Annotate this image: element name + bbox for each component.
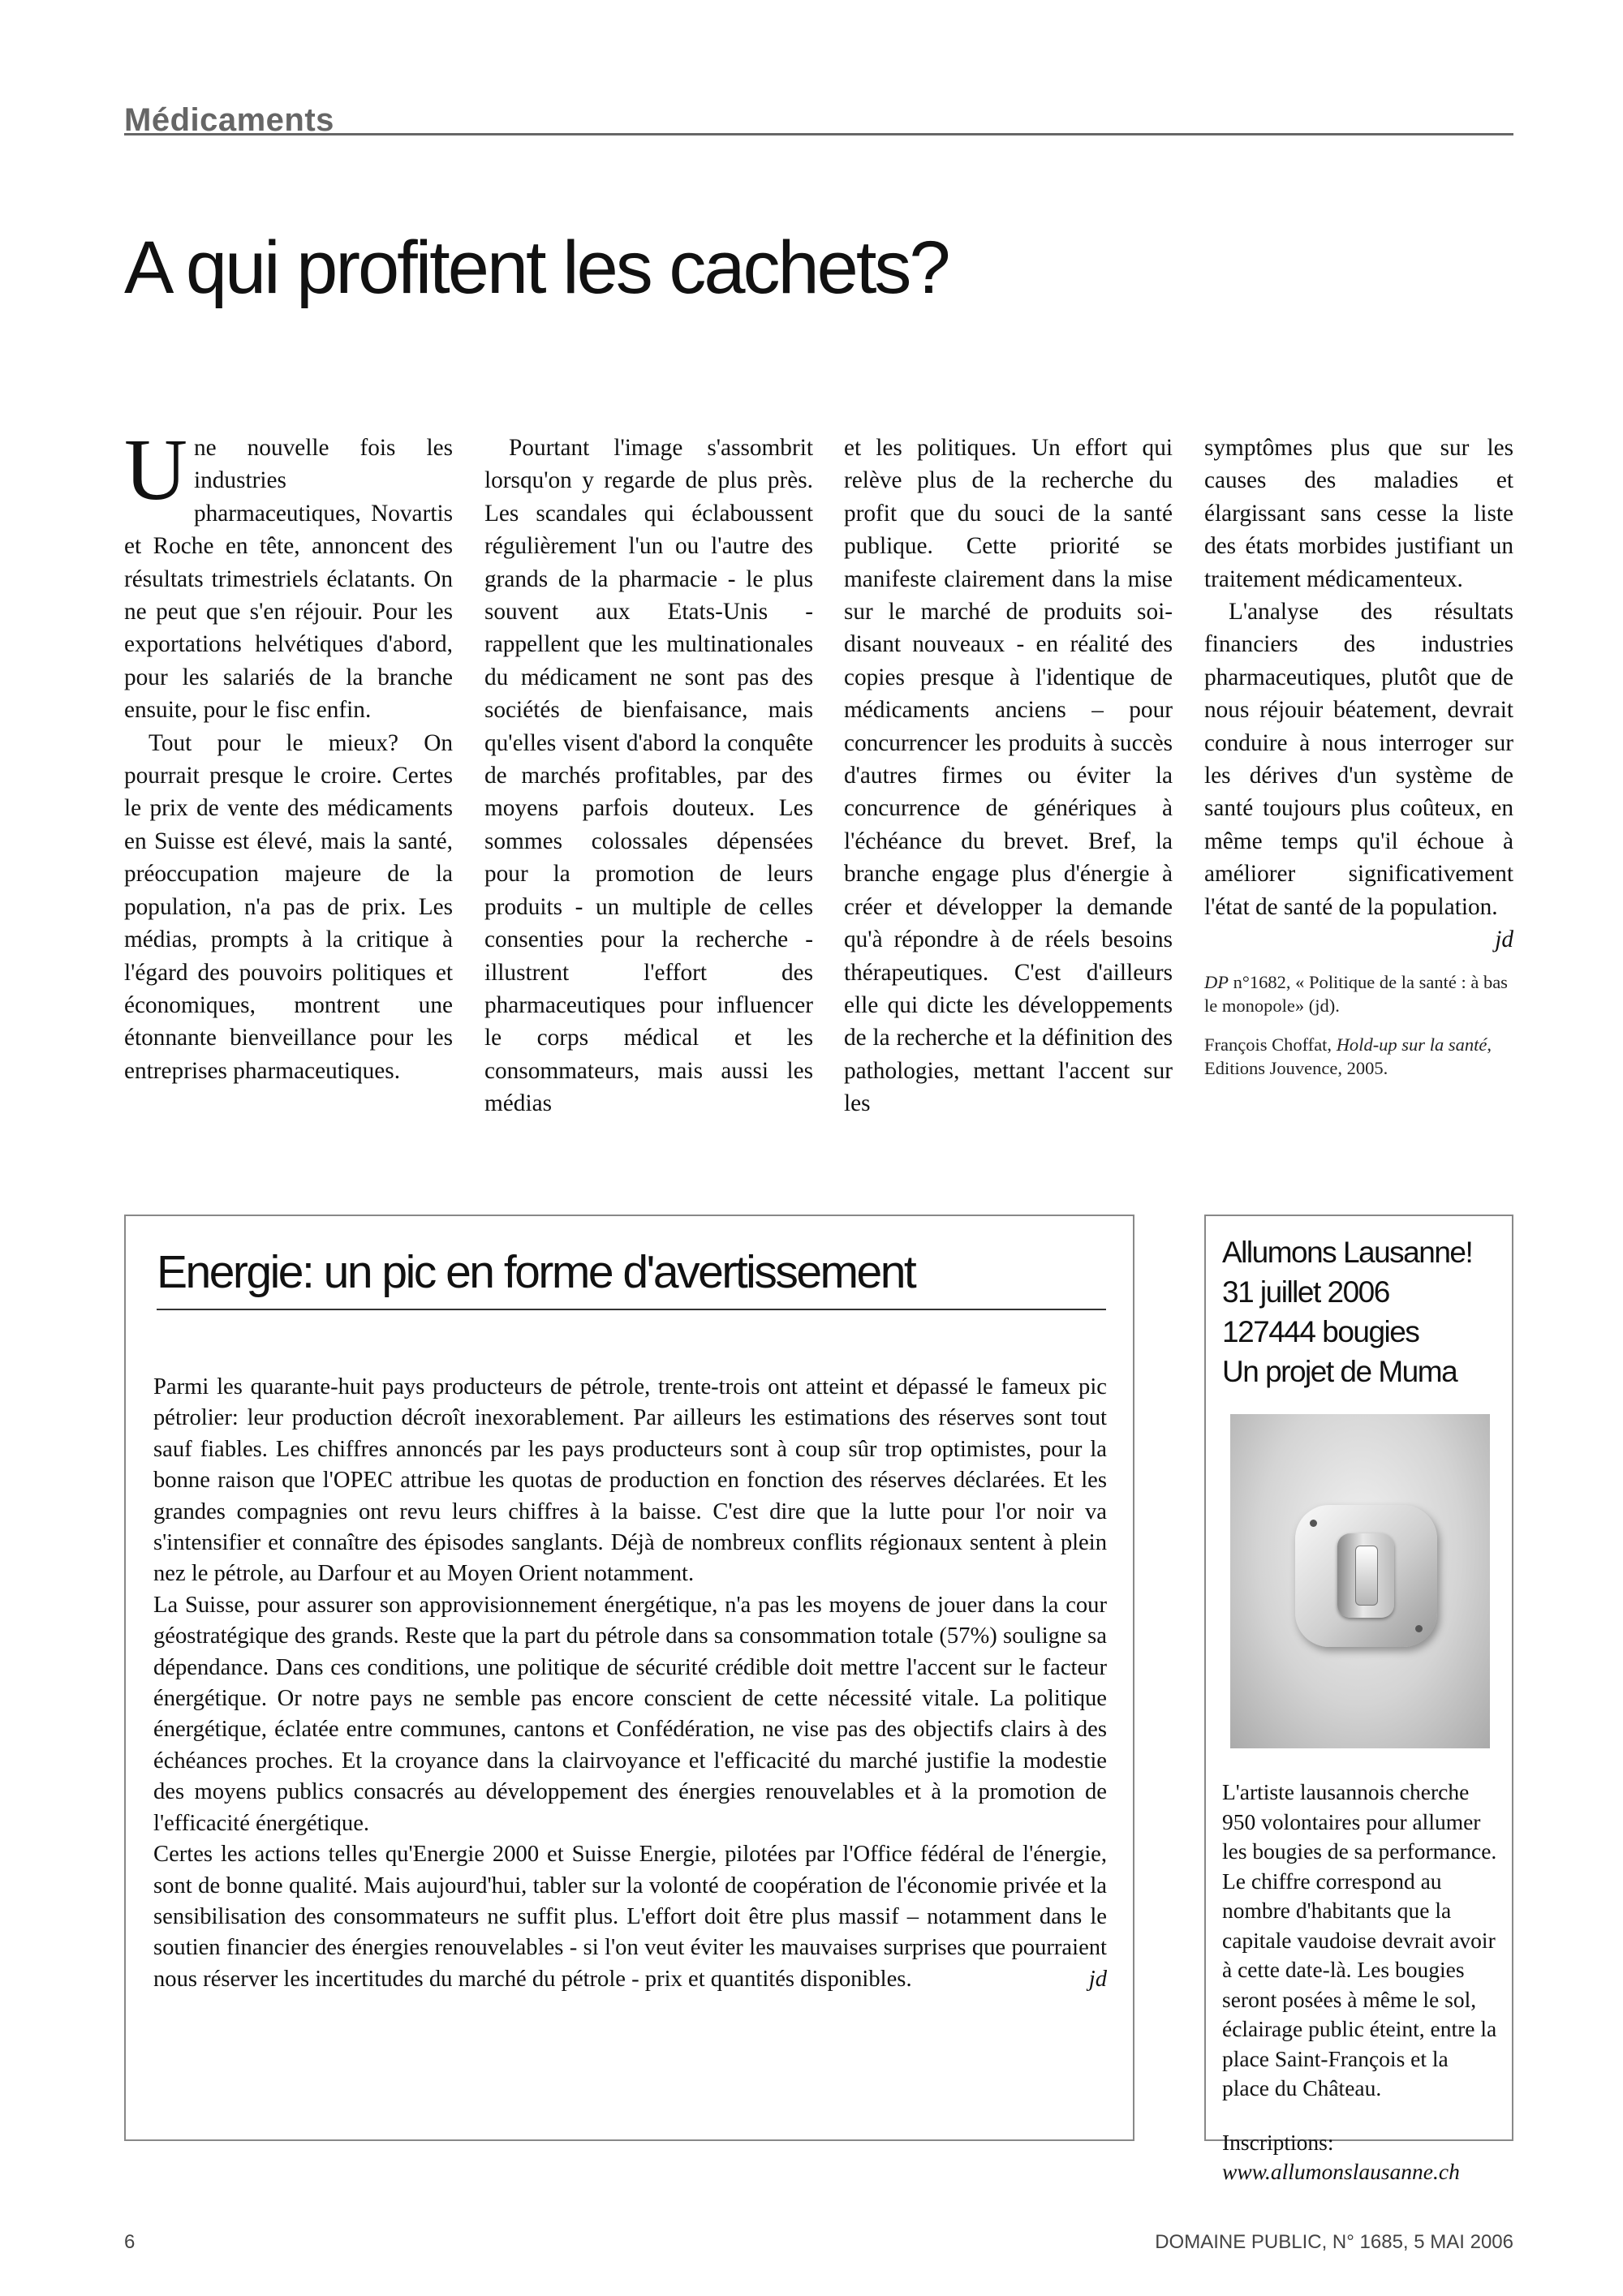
article-paragraph-3: Pourtant l'image s'assombrit lorsqu'on y regarde de plus près. Les scandales qui éclaboussent régulièrement l'un ou l'autre des grands de la pharmacie - le plus souvent aux Etats-Unis - rappellent que les multinationales du médicament ne sont pas des sociétés de bienfaisance, mais qu'elles visent d'abord la conquête de marchés profitables, par des moyens parfois douteux. Les sommes colossales dépensées pour la promotion de leurs produits - un multiple de celles consenties pour la recherche - illustrent l'effort des pharmaceutiques pour influencer le corps médical et les consommateurs, mais aussi les médias — [484, 435, 813, 1117]
light-switch-icon — [1295, 1505, 1437, 1647]
article-column-1 — [124, 422, 453, 1087]
article-column-2 — [484, 432, 813, 1120]
section-rule — [124, 133, 1513, 135]
energy-paragraph-1: Parmi les quarante-huit pays producteurs de pétrole, trente-trois ont atteint et dépassé le fameux pic pétrolier: leur production décroît inexorablement. Par ailleurs les estimations des réserves sont tout sauf fiables. Les chiffres annoncés par les pays producteurs sont à coup sûr trop optimistes, pour la bonne raison que l'OPEC attribue les quotas de production en fonction des réserves déclarées. Et les grandes compagnies ont revu leurs chiffres à la baisse. C'est dire que la lutte pour l'or noir va s'intensifier et connaître des épisodes sanglants. Déjà de nombreux conflits régionaux sentent à plein nez le pétrole, au Darfour et au Moyen Orient notamment. — [153, 1374, 1107, 1587]
lausanne-heading-line-4: Un projet de Muma — [1222, 1355, 1457, 1388]
screw-icon — [1415, 1625, 1423, 1632]
reference-2: François Choffat, Hold-up sur la santé, Editions Jouvence, 2005. — [1204, 1034, 1492, 1079]
article-paragraph-3-end: symptômes plus que sur les causes des maladies et élargissant sans cesse la liste des états morbides justifiant un traitement médicamenteux. — [1204, 435, 1513, 592]
lausanne-heading-line-1: Allumons Lausanne! — [1222, 1236, 1473, 1269]
section-label: Médicaments — [124, 102, 334, 138]
article-paragraph-3-continued: et les politiques. Un effort qui relève plus de la recherche du profit que du souci de la santé publique. Cette priorité se manifeste clairement dans la mise sur le marché de produits soi-disant nouveaux - en réalité des copies presque à l'identique de médicaments anciens – pour concurrencer les produits à succès d'autres firmes ou éviter la concurrence de génériques à l'échéance du brevet. Bref, la branche engage plus d'énergie à créer et développer la demande qu'à répondre à de réels besoins thérapeutiques. C'est d'ailleurs elle qui dicte les développements de la recherche et la définition des pathologies, mettant l'accent sur les — [844, 435, 1173, 1117]
energy-paragraph-2: La Suisse, pour assurer son approvisionnement énergétique, n'a pas les moyens de jouer dans la cour géostratégique des grands. Reste que la part du pétrole dans sa consommation totale (57%) souligne sa dépendance. Dans ces conditions, une politique de sécurité crédible doit mettre l'accent sur le facteur énergétique. Or notre pays ne semble pas encore conscient de cette nécessité vitale. La politique énergétique, éclatée entre communes, cantons et Confédération, ne vise pas des objectifs clairs à des échéances proches. Et la croyance dans la clairvoyance et l'efficacité du marché justifie la modestie des moyens publics consacrés au développement des énergies renouvelables et à la promotion de l'efficacité énergétique. — [153, 1592, 1107, 1836]
article-signature: jd — [1495, 927, 1513, 953]
switch-toggle — [1355, 1546, 1378, 1606]
references — [1204, 970, 1513, 1080]
page-number: 6 — [124, 2231, 136, 2253]
lausanne-url-link[interactable]: www.allumonslausanne.ch — [1222, 2159, 1460, 2184]
energy-box — [124, 1215, 1134, 2141]
article-paragraph-4: L'analyse des résultats financiers des industries pharmaceutiques, plutôt que de nous réjouir béatement, devrait conduire à nous interroger sur les dérives d'un système de santé toujours plus coûteux, en même temps qu'il échoue à améliorer significativement l'état de santé de la population. jd — [1204, 595, 1513, 923]
energy-box-rule — [157, 1309, 1106, 1310]
article-paragraph-1: Une nouvelle fois les industries pharmaceutiques, Novartis et Roche en tête, annoncent des résultats trimestriels éclatants. On ne peut que s'en réjouir. Pour les exportations helvétiques d'abord, pour les salariés de la branche ensuite, pour le fisc enfin. — [124, 422, 453, 724]
lausanne-box — [1204, 1215, 1513, 2184]
lausanne-heading-line-2: 31 juillet 2006 — [1222, 1275, 1389, 1309]
light-switch-photo — [1230, 1414, 1490, 1748]
article-title: A qui profitent les cachets? — [124, 226, 949, 309]
lausanne-box-heading — [1222, 1232, 1472, 1391]
energy-signature: jd — [1088, 1966, 1107, 1992]
publication-info: DOMAINE PUBLIC, N° 1685, 5 MAI 2006 — [1155, 2231, 1513, 2253]
lausanne-inscriptions: Inscriptions: — [1222, 2129, 1334, 2155]
energy-paragraph-3: Certes les actions telles qu'Energie 2000 et Suisse Energie, pilotées par l'Office fédéral de l'énergie, sont de bonne qualité. Mais aujourd'hui, tabler sur la volonté de coopération de l'économie privée et la sensibilisation des consommateurs ne suffit plus. L'effort doit être plus massif – notamment dans le soutien financier des énergies renouvelables - si l'on veut éviter les mauvaises surprises que pourraient nous réserver les incertitudes du marché du pétrole - prix et quantités disponibles. jd — [153, 1839, 1107, 1995]
lausanne-description: L'artiste lausannois cherche 950 volontaires pour allumer les bougies de sa performance. Le chiffre correspond au nombre d'habitants que la capitale vaudoise devrait avoir à cette date-là. Les bougies seront posées à même le sol, éclairage public éteint, entre la place Saint-François et la place du Château. — [1222, 1779, 1497, 2100]
energy-box-title: Energie: un pic en forme d'avertissement — [157, 1246, 915, 1298]
reference-1: DP n°1682, « Politique de la santé : à bas le monopole» (jd). — [1204, 972, 1508, 1017]
drop-cap: U — [124, 422, 187, 518]
lausanne-heading-line-3: 127444 bougies — [1222, 1315, 1419, 1348]
screw-icon — [1310, 1520, 1317, 1527]
article-column-3 — [844, 432, 1173, 1120]
article-column-4 — [1204, 432, 1513, 1095]
lausanne-box-body — [1222, 1778, 1498, 2187]
energy-box-body — [153, 1372, 1107, 1995]
article-paragraph-2: Tout pour le mieux? On pourrait presque le croire. Certes le prix de vente des médicaments en Suisse est élevé, mais la santé, préoccupation majeure de la population, n'a pas de prix. Les médias, prompts à la critique à l'égard des pouvoirs politiques et économiques, montrent une étonnante bienveillance pour les entreprises pharmaceutiques. — [124, 729, 453, 1084]
